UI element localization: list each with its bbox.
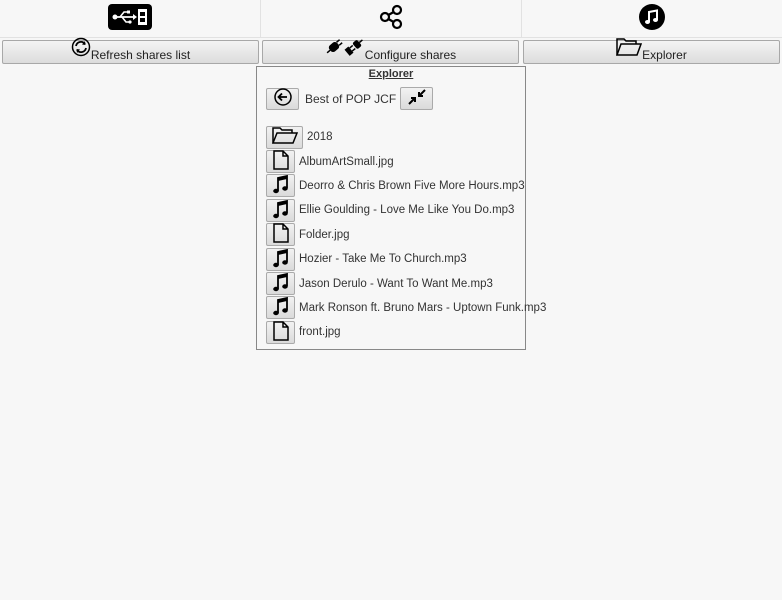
back-button[interactable]	[266, 88, 299, 110]
top-tab-bar	[0, 0, 782, 38]
file-button[interactable]	[266, 223, 295, 246]
configure-shares-label: Configure shares	[364, 48, 457, 62]
tab-shares[interactable]	[261, 0, 522, 38]
folder-button[interactable]	[266, 126, 303, 149]
item-name: Hozier - Take Me To Church.mp3	[299, 253, 467, 266]
music-note-icon	[272, 248, 290, 271]
usb-icon	[108, 4, 152, 33]
list-item-file[interactable]	[266, 320, 546, 344]
item-name: Deorro & Chris Brown Five More Hours.mp3	[299, 179, 525, 192]
item-name: front.jpg	[299, 326, 341, 339]
explorer-panel	[256, 66, 547, 350]
list-item-audio[interactable]	[266, 271, 546, 295]
audio-button[interactable]	[266, 272, 295, 295]
arrow-left-circle-icon	[274, 88, 292, 109]
music-note-icon	[272, 296, 290, 319]
share-icon	[378, 4, 404, 33]
item-name: Ellie Goulding - Love Me Like You Do.mp3	[299, 204, 515, 217]
list-item-folder[interactable]	[266, 125, 546, 149]
folder-open-icon	[271, 126, 299, 148]
explorer-button[interactable]	[523, 40, 780, 64]
configure-shares-button[interactable]	[262, 40, 519, 64]
tab-music[interactable]	[522, 0, 782, 38]
audio-button[interactable]	[266, 248, 295, 271]
refresh-shares-button[interactable]	[2, 40, 259, 64]
collapse-button[interactable]	[400, 87, 433, 110]
refresh-shares-label: Refresh shares list	[90, 48, 191, 62]
music-note-icon	[272, 199, 290, 222]
current-folder-label: Best of POP JCF	[305, 91, 397, 106]
file-list	[266, 125, 546, 345]
item-name: AlbumArtSmall.jpg	[299, 155, 394, 168]
file-icon	[273, 321, 289, 344]
file-icon	[273, 223, 289, 246]
audio-button[interactable]	[266, 296, 295, 319]
item-name: Folder.jpg	[299, 228, 350, 241]
list-item-file[interactable]	[266, 223, 546, 247]
tab-usb[interactable]	[0, 0, 261, 38]
item-name: Jason Derulo - Want To Want Me.mp3	[299, 277, 493, 290]
action-button-row	[0, 40, 782, 65]
collapse-arrows-icon	[407, 88, 427, 109]
explorer-label: Explorer	[642, 48, 687, 62]
file-icon	[273, 150, 289, 173]
item-name: Mark Ronson ft. Bruno Mars - Uptown Funk.mp3	[299, 301, 547, 314]
explorer-title: Explorer	[368, 68, 414, 80]
music-note-icon	[272, 272, 290, 295]
item-name: 2018	[307, 131, 333, 144]
list-item-audio[interactable]	[266, 174, 546, 198]
audio-button[interactable]	[266, 199, 295, 222]
list-item-audio[interactable]	[266, 198, 546, 222]
list-item-audio[interactable]	[266, 296, 546, 320]
folder-open-icon	[616, 37, 642, 62]
list-item-audio[interactable]	[266, 247, 546, 271]
file-button[interactable]	[266, 321, 295, 344]
file-button[interactable]	[266, 150, 295, 173]
explorer-nav-row	[266, 87, 433, 110]
audio-button[interactable]	[266, 174, 295, 197]
music-note-icon	[272, 174, 290, 197]
refresh-icon	[71, 37, 91, 62]
list-item-file[interactable]	[266, 149, 546, 173]
music-circle-icon	[638, 3, 666, 34]
plug-icon	[325, 35, 365, 62]
